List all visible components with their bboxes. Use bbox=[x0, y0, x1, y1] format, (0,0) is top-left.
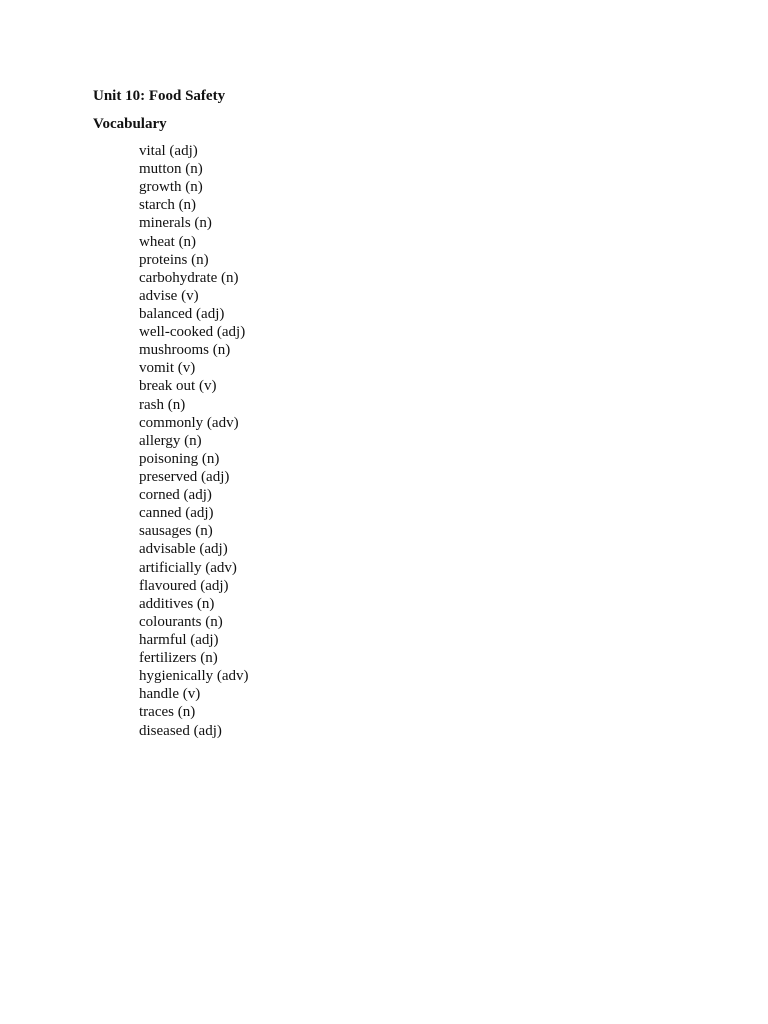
unit-title: Unit 10: Food Safety bbox=[93, 88, 226, 104]
list-item-word: diseased (adj) bbox=[139, 722, 222, 739]
list-item-word: commonly (adv) bbox=[139, 414, 239, 431]
list-item-word: corned (adj) bbox=[139, 487, 212, 504]
list-item-word: rash (n) bbox=[139, 396, 186, 413]
list-item-word: carbohydrate (n) bbox=[139, 269, 239, 286]
list-item-word: canned (adj) bbox=[139, 505, 214, 522]
list-item-word: mushrooms (n) bbox=[139, 342, 231, 359]
list-item-word: harmful (adj) bbox=[139, 631, 219, 648]
list-item-word: flavoured (adj) bbox=[139, 577, 229, 594]
list-item-word: handle (v) bbox=[139, 686, 201, 703]
list-item-word: well-cooked (adj) bbox=[139, 324, 246, 341]
list-item-word: mutton (n) bbox=[139, 161, 203, 178]
list-item-word: hygienically (adv) bbox=[139, 668, 249, 685]
list-item-word: fertilizers (n) bbox=[139, 650, 218, 667]
list-item-word: preserved (adj) bbox=[139, 468, 230, 485]
list-item-word: balanced (adj) bbox=[139, 305, 225, 322]
list-item-word: artificially (adv) bbox=[139, 559, 237, 576]
list-item-word: sausages (n) bbox=[139, 523, 213, 540]
list-item-word: break out (v) bbox=[139, 378, 217, 395]
list-item-word: wheat (n) bbox=[139, 233, 197, 250]
list-item-word: colourants (n) bbox=[139, 613, 223, 630]
list-item-word: traces (n) bbox=[139, 704, 196, 721]
list-item-word: allergy (n) bbox=[139, 432, 202, 449]
list-item-word: starch (n) bbox=[139, 197, 197, 214]
list-item-word: vital (adj) bbox=[139, 143, 198, 159]
list-item-word: vomit (v) bbox=[139, 360, 196, 377]
list-item-word: growth (n) bbox=[139, 179, 203, 196]
list-item-word: proteins (n) bbox=[139, 251, 209, 268]
list-item-word: minerals (n) bbox=[139, 215, 212, 232]
list-item-word: poisoning (n) bbox=[139, 450, 220, 467]
section-title-vocabulary: Vocabulary bbox=[93, 116, 167, 132]
list-item-word: advisable (adj) bbox=[139, 541, 228, 558]
list-item-word: additives (n) bbox=[139, 595, 215, 612]
list-item-word: advise (v) bbox=[139, 287, 199, 304]
